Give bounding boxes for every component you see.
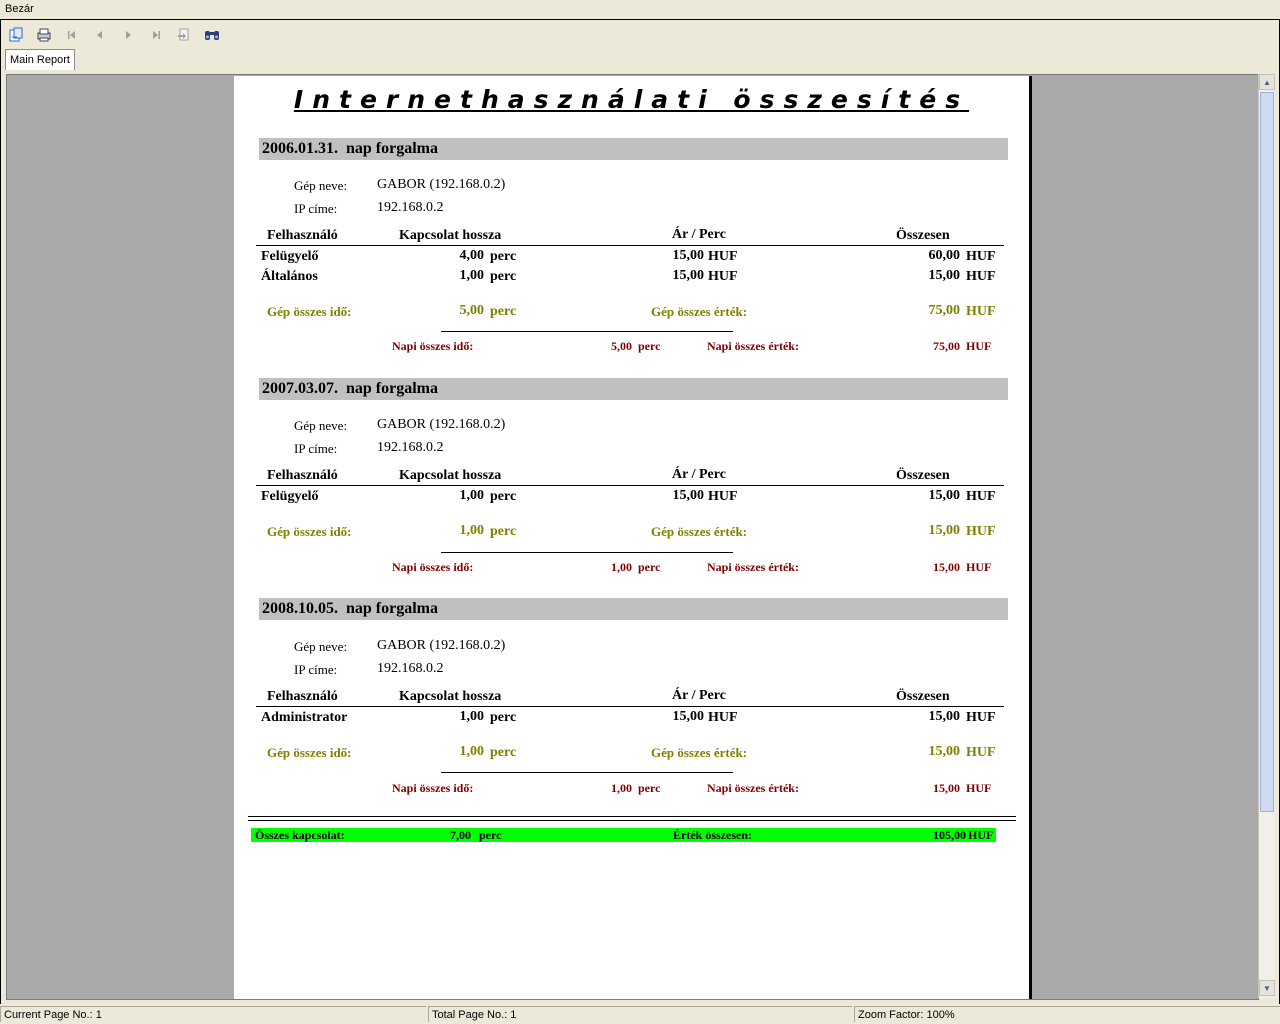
status-bar (0, 1004, 1280, 1024)
row-price: 15,00 (672, 709, 704, 724)
row-total: 15,00 (928, 488, 960, 503)
day-date: 2008.10.05. (262, 600, 338, 617)
machine-total-value-label: Gép összes érték: (651, 304, 748, 319)
row-price-unit: HUF (708, 489, 738, 504)
total-page-status: Total Page No.: 1 (428, 1006, 852, 1022)
first-page-icon[interactable] (63, 26, 81, 44)
day-date: 2007.03.07. (262, 380, 338, 397)
machine-total-time-label: Gép összes idő: (267, 524, 352, 539)
ip-value: 192.168.0.2 (377, 440, 444, 455)
subtotal-rule (441, 772, 733, 773)
machine-name-value: GABOR (192.168.0.2) (377, 417, 506, 432)
machine-total-time: 1,00 (459, 523, 484, 538)
report-viewport[interactable] (6, 74, 1259, 1000)
daily-total-value-unit: HUF (966, 781, 992, 795)
day-label: nap forgalma (346, 380, 438, 397)
ip-label: IP címe: (294, 662, 338, 677)
col-price-header: Ár / Perc (672, 688, 726, 703)
day-header (259, 138, 1008, 160)
day-date: 2006.01.31. (262, 140, 338, 157)
row-total-unit: HUF (966, 710, 996, 725)
go-to-page-icon[interactable] (175, 26, 193, 44)
col-duration-header: Kapcsolat hossza (399, 468, 502, 483)
daily-total-value-label: Napi összes érték: (707, 560, 799, 574)
grand-total-time-unit: perc (479, 828, 502, 842)
daily-total-value-label: Napi összes érték: (707, 339, 799, 353)
row-total-unit: HUF (966, 489, 996, 504)
row-price: 15,00 (672, 268, 704, 283)
daily-total-time: 5,00 (611, 339, 632, 353)
ip-value: 192.168.0.2 (377, 200, 444, 215)
machine-name-value: GABOR (192.168.0.2) (377, 638, 506, 653)
grand-total-currency: HUF (968, 828, 994, 842)
day-label: nap forgalma (346, 600, 438, 617)
daily-total-time: 1,00 (611, 560, 632, 574)
row-total: 15,00 (928, 268, 960, 283)
scroll-thumb[interactable] (1260, 92, 1274, 812)
machine-total-time: 5,00 (459, 303, 484, 318)
previous-page-icon[interactable] (91, 26, 109, 44)
last-page-icon[interactable] (147, 26, 165, 44)
menu-bar (0, 0, 1280, 19)
row-total-unit: HUF (966, 249, 996, 264)
daily-total-value-unit: HUF (966, 560, 992, 574)
header-rule (256, 706, 1004, 707)
zoom-status: Zoom Factor: 100% (854, 1006, 1280, 1022)
grand-total-value: 105,00 (933, 828, 966, 842)
toolbar (3, 23, 403, 47)
daily-total-time-label: Napi összes idő: (392, 560, 474, 574)
row-price: 15,00 (672, 488, 704, 503)
daily-total-value: 15,00 (933, 781, 960, 795)
col-price-header: Ár / Perc (672, 227, 726, 242)
machine-total-time-label: Gép összes idő: (267, 745, 352, 760)
row-duration: 1,00 (459, 488, 484, 503)
day-header (259, 378, 1008, 400)
grand-total-rule-top (248, 816, 1016, 817)
scroll-up-icon[interactable]: ▲ (1259, 74, 1275, 90)
row-duration: 1,00 (459, 268, 484, 283)
row-price: 15,00 (672, 248, 704, 263)
report-page (234, 76, 1032, 999)
row-user: Administrator (261, 710, 348, 725)
col-user-header: Felhasználó (267, 468, 338, 483)
export-icon[interactable] (7, 26, 25, 44)
machine-name-label: Gép neve: (294, 639, 348, 654)
ip-label: IP címe: (294, 441, 338, 456)
grand-total-value-label: Érték összesen: (673, 828, 752, 842)
subtotal-rule (441, 552, 733, 553)
grand-total-rule-bottom (248, 820, 1016, 821)
col-duration-header: Kapcsolat hossza (399, 228, 502, 243)
row-user: Általános (261, 269, 318, 284)
col-user-header: Felhasználó (267, 228, 338, 243)
daily-total-value-unit: HUF (966, 339, 992, 353)
row-duration-unit: perc (490, 710, 517, 725)
col-user-header: Felhasználó (267, 689, 338, 704)
machine-total-time-unit: perc (490, 304, 517, 319)
ip-value: 192.168.0.2 (377, 661, 444, 676)
machine-total-value-unit: HUF (966, 304, 996, 319)
daily-total-value-label: Napi összes érték: (707, 781, 799, 795)
daily-total-time: 1,00 (611, 781, 632, 795)
subtotal-rule (441, 331, 733, 332)
daily-total-value: 15,00 (933, 560, 960, 574)
machine-total-time: 1,00 (459, 744, 484, 759)
col-total-header: Összesen (896, 468, 950, 483)
day-header (259, 598, 1008, 620)
grand-total-connections-label: Összes kapcsolat: (255, 828, 345, 842)
header-rule (256, 245, 1004, 246)
scroll-down-icon[interactable]: ▼ (1259, 980, 1275, 996)
row-total-unit: HUF (966, 269, 996, 284)
tab-row (3, 49, 1273, 71)
row-user: Felügyelő (261, 489, 319, 504)
tab-main-report[interactable]: Main Report (5, 49, 75, 70)
row-user: Felügyelő (261, 249, 319, 264)
machine-total-value-label: Gép összes érték: (651, 524, 748, 539)
row-price-unit: HUF (708, 710, 738, 725)
header-rule (256, 485, 1004, 486)
machine-name-label: Gép neve: (294, 178, 348, 193)
daily-total-time-label: Napi összes idő: (392, 781, 474, 795)
current-page-status: Current Page No.: 1 (0, 1006, 426, 1022)
grand-total-time: 7,00 (450, 828, 471, 842)
daily-total-value: 75,00 (933, 339, 960, 353)
day-label: nap forgalma (346, 140, 438, 157)
row-duration-unit: perc (490, 269, 517, 284)
machine-name-label: Gép neve: (294, 418, 348, 433)
daily-total-time-unit: perc (638, 560, 661, 574)
grand-total-bar (251, 828, 996, 842)
ip-label: IP címe: (294, 201, 338, 216)
machine-total-value: 15,00 (928, 744, 960, 759)
row-duration: 4,00 (459, 248, 484, 263)
row-price-unit: HUF (708, 249, 738, 264)
machine-total-value-unit: HUF (966, 745, 996, 760)
row-duration-unit: perc (490, 249, 517, 264)
machine-total-value: 15,00 (928, 523, 960, 538)
row-duration: 1,00 (459, 709, 484, 724)
search-icon[interactable] (203, 26, 221, 44)
daily-total-time-unit: perc (638, 781, 661, 795)
row-price-unit: HUF (708, 269, 738, 284)
machine-total-time-label: Gép összes idő: (267, 304, 352, 319)
machine-total-value-unit: HUF (966, 524, 996, 539)
print-icon[interactable] (35, 26, 53, 44)
daily-total-time-unit: perc (638, 339, 661, 353)
row-total: 15,00 (928, 709, 960, 724)
report-title: Internethasználati összesítés (293, 85, 970, 114)
machine-total-value: 75,00 (928, 303, 960, 318)
row-total: 60,00 (928, 248, 960, 263)
machine-total-time-unit: perc (490, 524, 517, 539)
machine-name-value: GABOR (192.168.0.2) (377, 177, 506, 192)
vertical-scrollbar[interactable] (1258, 74, 1275, 998)
row-duration-unit: perc (490, 489, 517, 504)
next-page-icon[interactable] (119, 26, 137, 44)
close-menu-item[interactable]: Bezár (5, 3, 34, 15)
daily-total-time-label: Napi összes idő: (392, 339, 474, 353)
col-duration-header: Kapcsolat hossza (399, 689, 502, 704)
col-price-header: Ár / Perc (672, 467, 726, 482)
col-total-header: Összesen (896, 228, 950, 243)
machine-total-time-unit: perc (490, 745, 517, 760)
col-total-header: Összesen (896, 689, 950, 704)
machine-total-value-label: Gép összes érték: (651, 745, 748, 760)
report-viewer-window (0, 19, 1280, 1005)
